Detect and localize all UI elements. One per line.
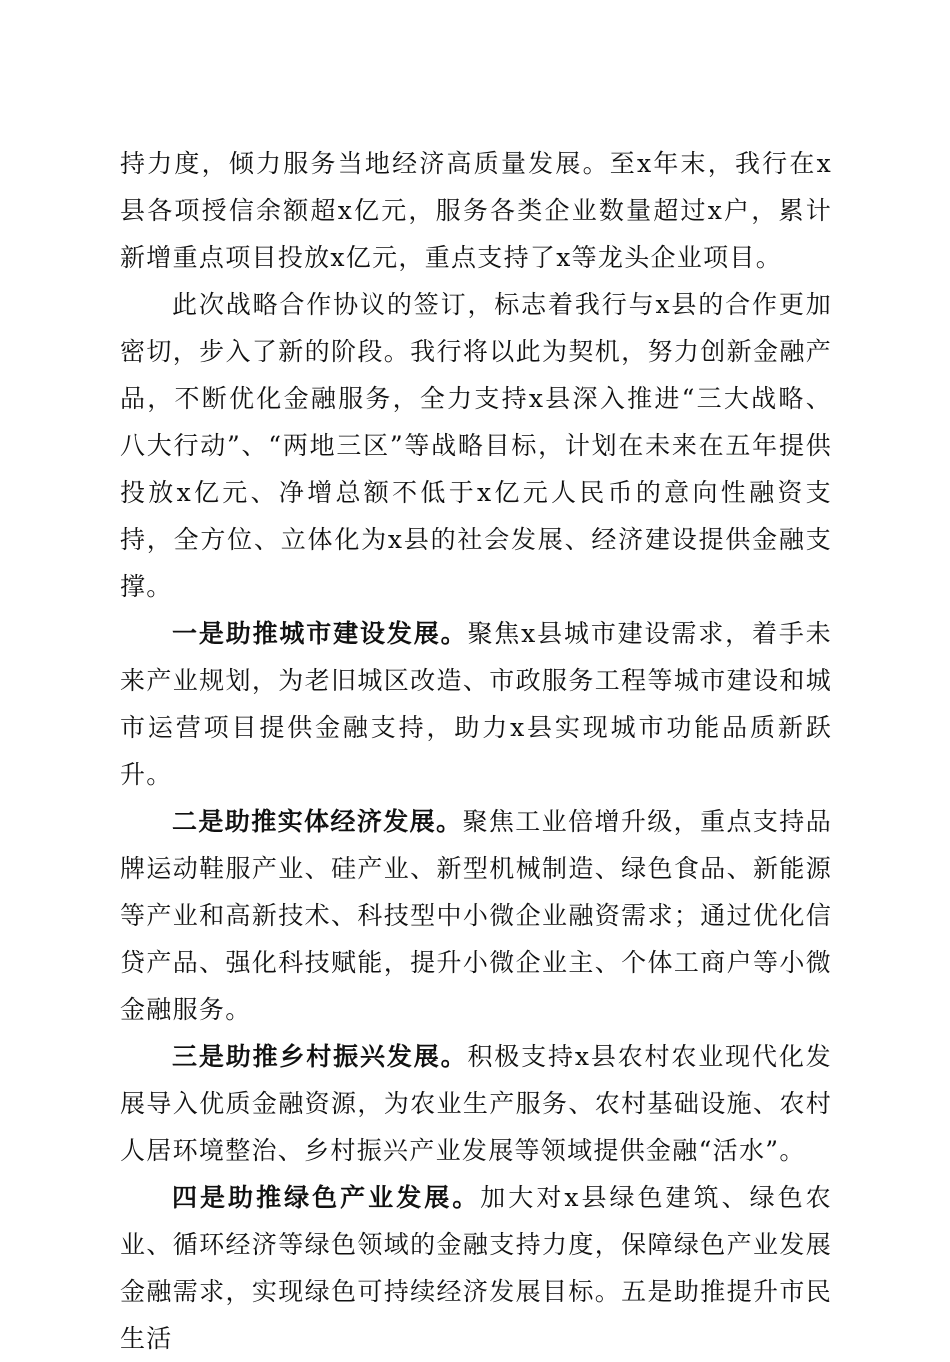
paragraph-6-text: 加大对x县绿色建筑、绿色农业、循环经济等绿色领域的金融支持力度，保障绿色产业发展金融需求，实现绿色可持续经济发展目标。五是助推提升市民生活 (120, 1183, 832, 1353)
paragraph-6 (120, 1174, 832, 1362)
paragraph-5-lead: 三是助推乡村振兴发展。 (172, 1042, 468, 1071)
paragraph-5-text: 积极支持x县农村农业现代化发展导入优质金融资源，为农业生产服务、农村基础设施、农村人居环境整治、乡村振兴产业发展等领域提供金融“活水”。 (120, 1042, 832, 1165)
paragraph-2 (120, 281, 832, 610)
paragraph-1-text: 持力度，倾力服务当地经济高质量发展。至x年末，我行在x县各项授信余额超x亿元，服务各类企业数量超过x户，累计新增重点项目投放x亿元，重点支持了x等龙头企业项目。 (120, 149, 832, 272)
paragraph-6-lead: 四是助推绿色产业发展。 (172, 1183, 481, 1212)
paragraph-4-lead: 二是助推实体经济发展。 (172, 807, 463, 836)
paragraph-4 (120, 798, 832, 1033)
paragraph-4-text: 聚焦工业倍增升级，重点支持品牌运动鞋服产业、硅产业、新型机械制造、绿色食品、新能源等产业和高新技术、科技型中小微企业融资需求；通过优化信贷产品、强化科技赋能，提升小微企业主、个体工商户等小微金融服务。 (120, 807, 832, 1024)
paragraph-3 (120, 610, 832, 798)
paragraph-3-text: 聚焦x县城市建设需求，着手未来产业规划，为老旧城区改造、市政服务工程等城市建设和城市运营项目提供金融支持，助力x县实现城市功能品质新跃升。 (120, 619, 832, 789)
document-body (120, 140, 832, 1362)
paragraph-5 (120, 1033, 832, 1174)
paragraph-3-lead: 一是助推城市建设发展。 (172, 619, 468, 648)
paragraph-2-text: 此次战略合作协议的签订，标志着我行与x县的合作更加密切，步入了新的阶段。我行将以此为契机，努力创新金融产品，不断优化金融服务，全力支持x县深入推进“三大战略、八大行动”、“两地三区”等战略目标，计划在未来在五年提供投放x亿元、净增总额不低于x亿元人民币的意向性融资支持，全方位、立体化为x县的社会发展、经济建设提供金融支撑。 (120, 290, 832, 601)
paragraph-1 (120, 140, 832, 281)
